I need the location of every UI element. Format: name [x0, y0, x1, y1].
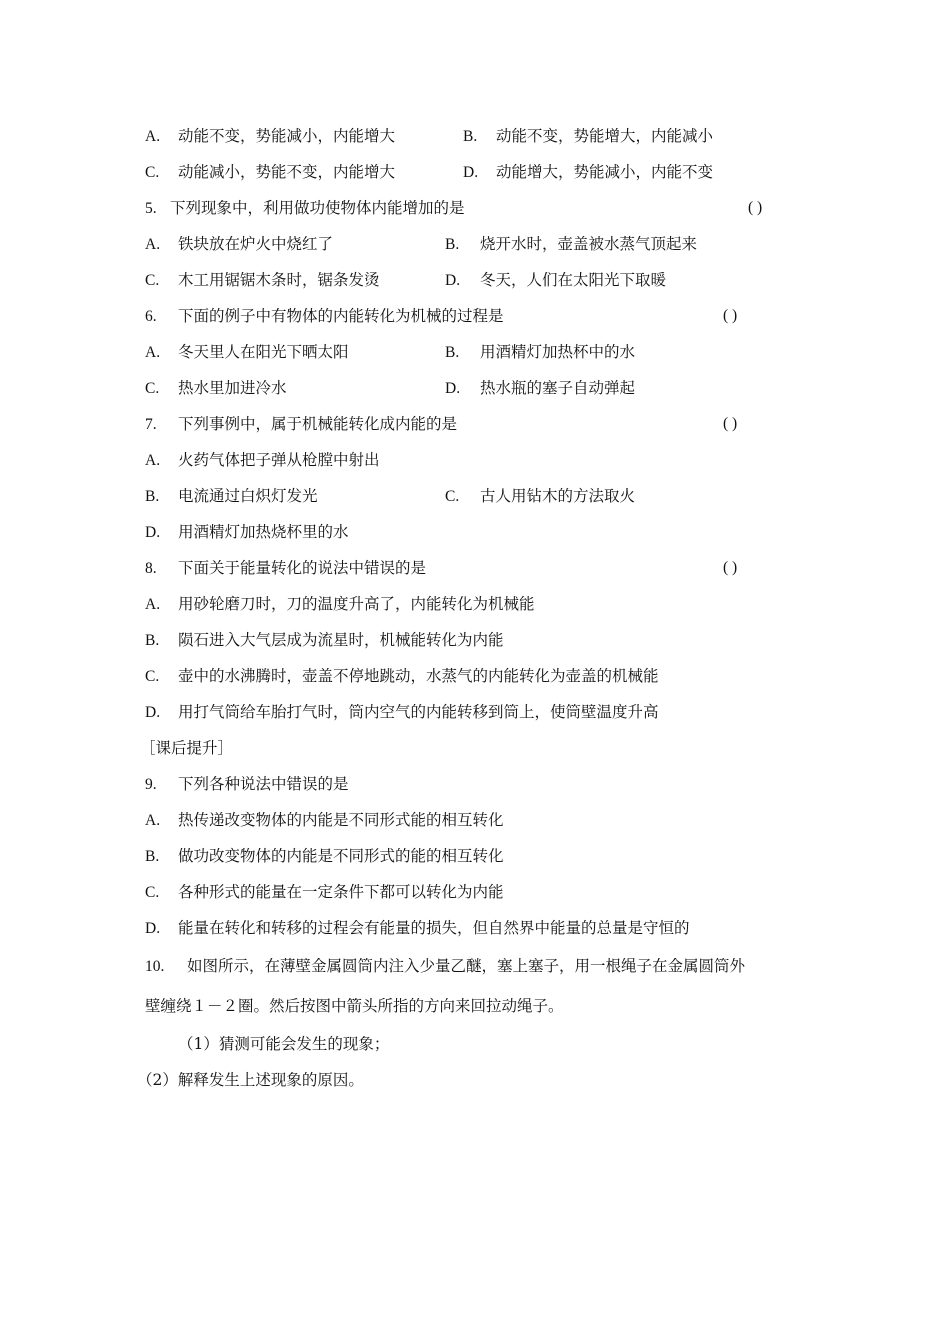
q4-option-a — [145, 126, 395, 147]
q9-option-a — [145, 810, 504, 831]
option-text: 铁块放在炉火中烧红了 — [178, 235, 334, 253]
q5-option-d — [445, 270, 666, 291]
option-label: D. — [145, 524, 161, 541]
option-label: B. — [445, 344, 460, 361]
q8-option-a — [145, 594, 535, 615]
q7-stem — [145, 414, 457, 435]
option-label: D. — [445, 272, 461, 289]
q9-option-c — [145, 882, 504, 903]
option-label: A. — [145, 812, 161, 829]
option-text: 壶中的水沸腾时，壶盖不停地跳动，水蒸气的内能转化为壶盖的机械能 — [178, 667, 659, 685]
question-number: 9. — [145, 776, 157, 793]
option-text: 各种形式的能量在一定条件下都可以转化为内能 — [178, 883, 504, 901]
q8-option-c — [145, 666, 659, 687]
option-label: A. — [145, 236, 161, 253]
q7-option-b — [145, 486, 318, 507]
q9-stem — [145, 774, 349, 795]
answer-blank: ( ) — [723, 559, 738, 576]
question-text: 下列事例中，属于机械能转化成内能的是 — [178, 415, 458, 433]
option-label: A. — [145, 128, 161, 145]
option-text: 能量在转化和转移的过程会有能量的损失，但自然界中能量的总量是守恒的 — [178, 919, 690, 937]
option-text: 冬天，人们在太阳光下取暖 — [480, 271, 667, 289]
option-label: A. — [145, 596, 161, 613]
answer-blank: ( ) — [748, 199, 763, 216]
option-text: 动能不变，势能减小，内能增大 — [178, 127, 396, 145]
option-text: 用酒精灯加热杯中的水 — [480, 343, 636, 361]
q7-option-a — [145, 450, 380, 471]
question-text: 下面的例子中有物体的内能转化为机械的过程是 — [178, 307, 504, 325]
q5-option-a — [145, 234, 333, 255]
q10-stem-line2: 壁缠绕１－２圈。然后按图中箭头所指的方向来回拉动绳子。 — [145, 997, 564, 1015]
option-label: B. — [145, 488, 160, 505]
option-label: B. — [445, 236, 460, 253]
q9-option-b — [145, 846, 504, 867]
option-label: B. — [463, 128, 478, 145]
option-text: 火药气体把子弹从枪膛中射出 — [178, 451, 380, 469]
option-text: 动能增大，势能减小，内能不变 — [496, 163, 714, 181]
question-number: 8. — [145, 560, 157, 577]
question-number: 5. — [145, 200, 157, 217]
q6-stem — [145, 306, 504, 327]
option-label: D. — [463, 164, 479, 181]
option-text: 用砂轮磨刀时，刀的温度升高了，内能转化为机械能 — [178, 595, 535, 613]
question-number: 6. — [145, 308, 157, 325]
option-label: C. — [145, 668, 160, 685]
q9-option-d — [145, 918, 690, 939]
option-label: C. — [145, 884, 160, 901]
option-text: 烧开水时，壶盖被水蒸气顶起来 — [480, 235, 698, 253]
answer-blank: ( ) — [723, 307, 738, 324]
option-text: 热水瓶的塞子自动弹起 — [480, 379, 636, 397]
option-label: B. — [145, 848, 160, 865]
q6-option-d — [445, 378, 635, 399]
option-label: B. — [145, 632, 160, 649]
question-number: 10. — [145, 958, 165, 975]
q8-stem — [145, 558, 426, 579]
option-text: 热传递改变物体的内能是不同形式能的相互转化 — [178, 811, 504, 829]
question-number: 7. — [145, 416, 157, 433]
option-label: C. — [145, 380, 160, 397]
option-label: C. — [145, 272, 160, 289]
option-text: 用打气筒给车胎打气时，筒内空气的内能转移到筒上，使筒壁温度升高 — [178, 703, 659, 721]
question-text: 下面关于能量转化的说法中错误的是 — [178, 559, 427, 577]
option-label: A. — [145, 452, 161, 469]
q6-option-b — [445, 342, 635, 363]
q5-option-b — [445, 234, 697, 255]
option-label: D. — [445, 380, 461, 397]
q5-option-c — [145, 270, 380, 291]
option-label: C. — [445, 488, 460, 505]
q4-option-b — [463, 126, 713, 147]
option-text: 做功改变物体的内能是不同形式的能的相互转化 — [178, 847, 504, 865]
question-text: 如图所示，在薄壁金属圆筒内注入少量乙醚，塞上塞子，用一根绳子在金属圆筒外 — [187, 957, 746, 975]
option-text: 古人用钻木的方法取火 — [480, 487, 636, 505]
option-label: C. — [145, 164, 160, 181]
option-text: 木工用锯锯木条时，锯条发烫 — [178, 271, 380, 289]
q10-sub-question-2: （2）解释发生上述现象的原因。 — [137, 1071, 364, 1089]
q7-option-d — [145, 522, 349, 543]
q4-option-c — [145, 162, 395, 183]
option-text: 电流通过白炽灯发光 — [178, 487, 318, 505]
question-text: 下列现象中，利用做功使物体内能增加的是 — [170, 199, 465, 217]
option-text: 陨石进入大气层成为流星时，机械能转化为内能 — [178, 631, 504, 649]
option-text: 热水里加进冷水 — [178, 379, 287, 397]
q6-option-a — [145, 342, 349, 363]
q8-option-b — [145, 630, 504, 651]
q7-option-c — [445, 486, 635, 507]
question-text: 下列各种说法中错误的是 — [178, 775, 349, 793]
option-text: 动能减小，势能不变，内能增大 — [178, 163, 396, 181]
q6-option-c — [145, 378, 287, 399]
section-heading: ［课后提升］ — [140, 739, 234, 757]
q5-stem — [145, 198, 465, 219]
answer-blank: ( ) — [723, 415, 738, 432]
option-text: 冬天里人在阳光下晒太阳 — [178, 343, 349, 361]
q10-stem-line1 — [145, 956, 745, 977]
option-text: 用酒精灯加热烧杯里的水 — [178, 523, 349, 541]
q10-sub-question-1: （1）猜测可能会发生的现象； — [178, 1035, 390, 1053]
q8-option-d — [145, 702, 659, 723]
option-label: D. — [145, 920, 161, 937]
option-label: D. — [145, 704, 161, 721]
option-text: 动能不变，势能增大，内能减小 — [496, 127, 714, 145]
option-label: A. — [145, 344, 161, 361]
q4-option-d — [463, 162, 713, 183]
